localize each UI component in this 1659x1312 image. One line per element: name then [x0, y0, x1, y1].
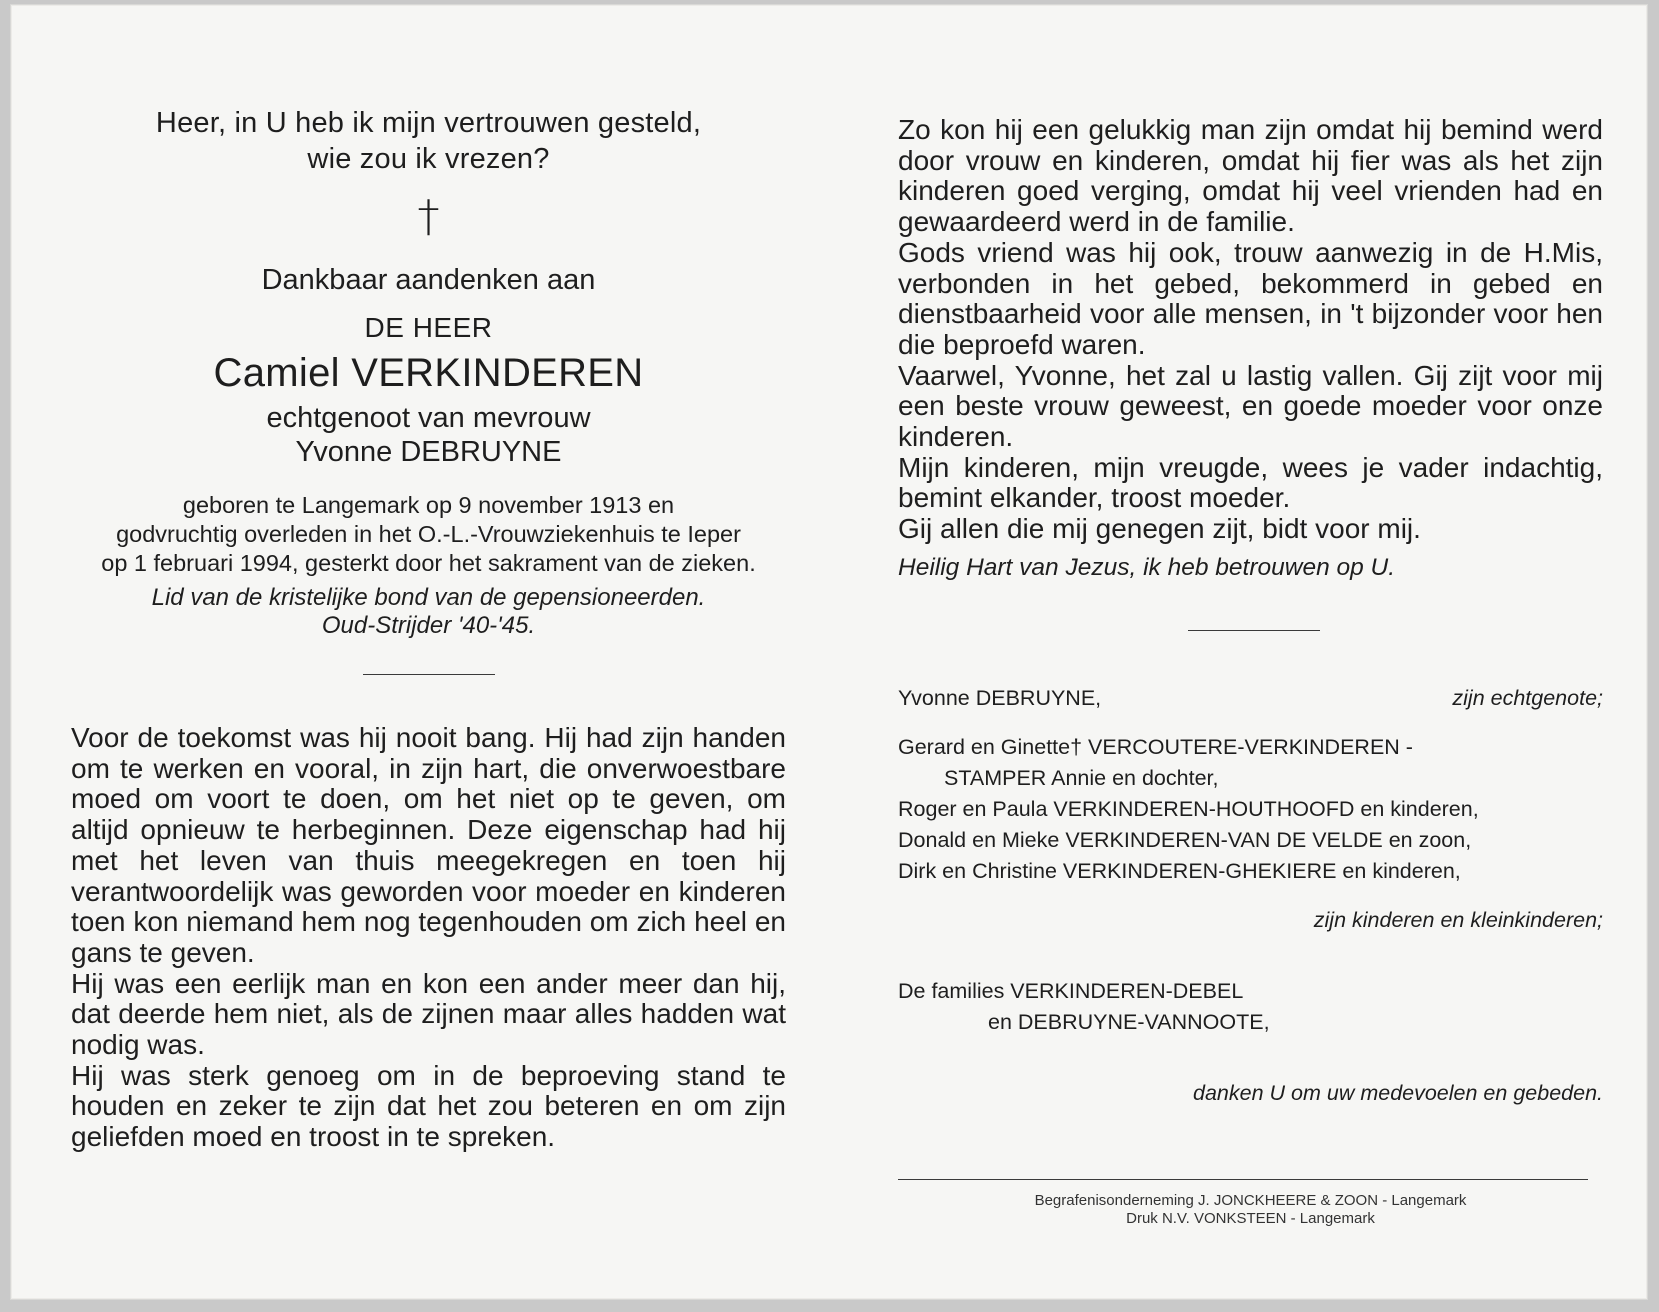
right-column — [898, 115, 1603, 1228]
child-row: Gerard en Ginette† VERCOUTERE-VERKINDEREN - — [898, 734, 1413, 759]
birth-line: geboren te Langemark op 9 november 1913 en — [182, 492, 675, 518]
cross-icon: † — [417, 191, 440, 242]
spouse-role: zijn echtgenote; — [1452, 685, 1603, 710]
life-story-left — [71, 723, 786, 1153]
printer: Druk N.V. VONKSTEEN - Langemark — [1126, 1209, 1375, 1227]
story-paragraph: Hij was een eerlijk man en kon een ander meer dan hij, dat deerde hem niet, als de zijnen maar alles hadden wat nodig was. — [71, 967, 786, 1061]
family-list — [898, 683, 1603, 1109]
death-line: op 1 februari 1994, gesterkt door het sakrament van de zieken. — [101, 550, 756, 576]
story-paragraph: Voor de toekomst was hij nooit bang. Hij had zijn handen om te werken en vooral, in zijn hart, die onverwoestbare moed om voort te doen, om het niet op te geven, om altijd opnieuw te herbeginnen. Deze eigenschap had hij met het leven van thuis meegekregen en toen hij verantwoordelijk was geworden voor moeder en kinderen toen kon niemand hem nog tegenhouden om zich heel en gans te geven. — [71, 722, 786, 968]
honorific-title: DE HEER — [364, 312, 493, 343]
life-story-right — [898, 115, 1603, 545]
left-column — [71, 105, 786, 1153]
memorial-card — [10, 4, 1648, 1300]
footer-divider — [898, 1179, 1588, 1180]
story-paragraph: Vaarwel, Yvonne, het zal u lastig vallen. Gij zijt voor mij een beste vrouw geweest, en goede moeder voor onze kinderen. — [898, 359, 1603, 453]
prayer-line: Heilig Hart van Jezus, ik heb betrouwen op U. — [898, 553, 1396, 581]
children-role: zijn kinderen en kleinkinderen; — [1313, 907, 1603, 932]
spouse-line: echtgenoot van mevrouw — [266, 402, 591, 434]
veteran-line: Oud-Strijder '40-'45. — [321, 612, 536, 639]
verse-line: Heer, in U heb ik mijn vertrouwen gesteld, — [155, 107, 702, 139]
spouse-line: Yvonne DEBRUYNE — [295, 436, 562, 468]
spouse-row — [898, 683, 1603, 714]
divider — [1188, 630, 1320, 631]
thanks-line: danken U om uw medevoelen en gebeden. — [1193, 1080, 1603, 1105]
story-paragraph: Zo kon hij een gelukkig man zijn omdat hij bemind werd door vrouw en kinderen, omdat hij fier was als het zijn kinderen goed verging, omdat hij veel vrienden had en gewaardeerd werd in de familie. — [898, 114, 1603, 238]
death-line: godvruchtig overleden in het O.-L.-Vrouwziekenhuis te Ieper — [116, 521, 741, 547]
child-row: STAMPER Annie en dochter, — [944, 765, 1219, 790]
families-row: De families VERKINDEREN-DEBEL — [898, 978, 1244, 1003]
families-row: en DEBRUYNE-VANNOOTE, — [988, 1009, 1270, 1034]
child-row: Donald en Mieke VERKINDEREN-VAN DE VELDE en zoon, — [898, 827, 1472, 852]
deceased-name: Camiel VERKINDEREN — [213, 351, 644, 395]
verse-line: wie zou ik vrezen? — [307, 143, 550, 175]
dedication-heading: Dankbaar aandenken aan — [261, 264, 596, 296]
opening-verse — [71, 105, 786, 177]
story-paragraph: Gods vriend was hij ook, trouw aanwezig in de H.Mis, verbonden in het gebed, bekommerd in gebed en dienstbaarheid voor alle mensen, in 't bijzonder voor hen die beproefd waren. — [898, 236, 1603, 360]
membership-line: Lid van de kristelijke bond van de gepensioneerden. — [151, 584, 706, 611]
funeral-home: Begrafenisonderneming J. JONCKHEERE & ZOON - Langemark — [1034, 1191, 1467, 1209]
story-paragraph: Mijn kinderen, mijn vreugde, wees je vader indachtig, bemint elkander, troost moeder. — [898, 451, 1603, 514]
membership-info — [71, 584, 786, 640]
child-row: Roger en Paula VERKINDEREN-HOUTHOOFD en kinderen, — [898, 796, 1479, 821]
birth-death-info — [71, 491, 786, 578]
divider — [363, 674, 495, 675]
child-row: Dirk en Christine VERKINDEREN-GHEKIERE en kinderen, — [898, 858, 1461, 883]
spouse-name: Yvonne DEBRUYNE, — [898, 685, 1102, 710]
footer-credits — [898, 1192, 1603, 1228]
story-paragraph: Gij allen die mij genegen zijt, bidt voor mij. — [898, 513, 1421, 545]
spouse-info — [71, 401, 786, 469]
story-paragraph: Hij was sterk genoeg om in de beproeving stand te houden en zeker te zijn dat het zou beteren en om zijn geliefden moed en troost in te spreken. — [71, 1059, 786, 1153]
